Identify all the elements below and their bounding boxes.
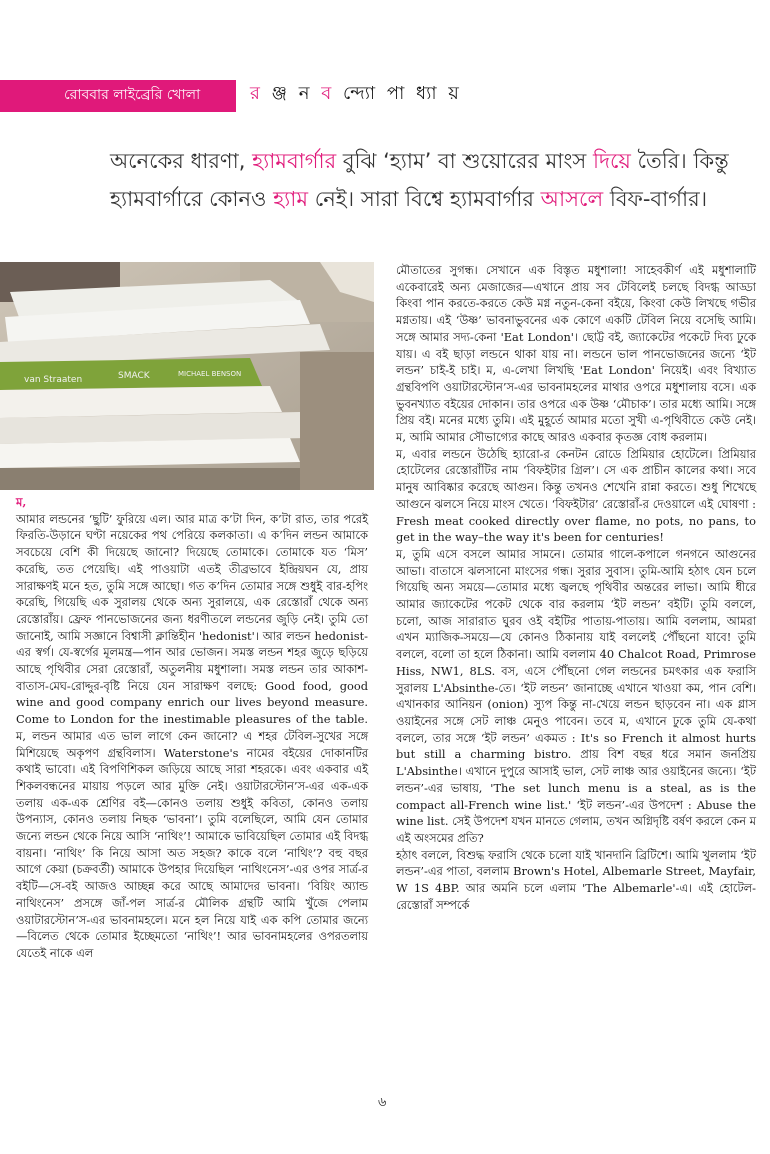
article-column-right [396, 262, 756, 913]
article-paragraph: ম, এবার লন্ডনে উঠেছি হ্যারো-র কেনটন রোডে প্রিমিয়ার হোটেলে। প্রিমিয়ার হোটেলের রেস্তোরাঁটির নাম ‘বিফইটার গ্রিল’। সে এক প্রাচীন কালের কথা। সবে মানুষ আবিষ্কার করেছে আগুন। কিন্তু তখনও শেখেনি রান্না করতে। শুধু শিখেছে আগুনে ঝলসে নিয়ে মাংস খেতে। ‘বিফইটার’ রেস্তোরাঁ-র দেওয়ালে এই ঘোষণা : Fresh meat cooked directly over flame, no pots, no pans, to get in the way–the way it's been for centuries! [396, 446, 756, 545]
book-spine-3: MICHAEL BENSON [178, 370, 242, 378]
pull-quote-text-1: অনেকের ধারণা, [110, 149, 253, 173]
section-label: রোববার লাইব্রেরি খোলা [64, 87, 201, 103]
pull-quote-text-4: নেই। সারা বিশ্বে হ্যামবার্গার [308, 187, 541, 211]
books-photo [0, 262, 374, 490]
author-first-initial: র [250, 83, 263, 104]
article-paragraph: ম, তুমি এসে বসলে আমার সামনে। তোমার গালে-কপালে গনগনে আগুনের আভা। বাতাসে ঝলসানো মাংসের গন্ধ। সুরার সুবাস। তুমি-আমি হঠাৎ যেন চলে গিয়েছি অন্য সময়ে—তোমার মধ্যে জ্বলছে পৃথিবীর অন্তরের লাভা। আমি ধীরে আমার জ্যাকেটের পকেট থেকে বার করলাম ‘ইট লন্ডন’ বইটি। তুমি বললে, চলো, আজ সারারাত ঘুরব ওই বইটির পাতায়-পাতায়। আমি বললাম, আমরা এখন ম্যাজিক-সময়ে—যে কোনও ঠিকানায় যাই বললেই পৌঁছনো যাবে! তুমি বললে, বলো তা হলে ঠিকানা। আমি বললাম 40 Chalcot Road, Primrose Hiss, NW1, 8LS. বস, এসে পৌঁছনো গেল লন্ডনের চমৎকার এক ফরাসি সুরালয় L'Absinthe-তে। ‘ইট লন্ডন’ জানাচ্ছে এখানে খাওয়া কম, পান বেশি। এখানকার আনিয়ন (onion) স্যুপ কিন্তু না-খেয়ে লন্ডন ছাড়বেন না। এক গ্লাস ওয়াইনের সঙ্গে সেট লাঞ্চ মেনুও পাবেন। তবে ম, এখানে ঢুকে তুমি যে-কথা বললে, তার সঙ্গে ‘ইট লন্ডন’ একমত : It's so French it almost hurts but still a charming bistro. প্রায় বিশ বছর ধরে সমান জনপ্রিয় L'Absinthe। এখানে দুপুরে আসাই ভাল, সেট লাঞ্চ আর ওয়াইনের জন্যে। ‘ইট লন্ডন’-এর ভাষায়, 'The set lunch menu is a steal, as is the compact all-French wine list.' ‘ইট লন্ডন’-এর উপদেশ : Abuse the wine list. সেই উপদেশ যখন মানতে গেলাম, তখন অগ্নিদৃষ্টি বর্ষণ করলে কেন ম এই অংসমের প্রতি? [396, 546, 756, 845]
author-last-rest: ন্দ্যো পা ধ্যা য় [334, 83, 462, 104]
pull-quote-highlight-2: দিয়ে [592, 149, 631, 173]
section-rule [0, 110, 236, 112]
dropcap: ম, [16, 495, 27, 509]
author-last-initial: ব [321, 83, 335, 104]
article-paragraph: আমার লন্ডনের ‘ছুটি’ ফুরিয়ে এল। আর মাত্র ক’টা দিন, ক’টা রাত, তার পরেই ফিরতি-উড়ানে ঘণ্টা নয়েকের পথ পেরিয়ে কলকাতা। এ ক’দিন লন্ডন আমাকে সবচেয়ে বেশি কী দিয়েছে জানো? দিয়েছে তোমাকে। তোমাকে যত ‘মিস’ করেছি, তত পেয়েছি। এই পাওয়াটা এতই তীব্রভাবে ইন্দ্রিয়ঘন যে, প্রায় সারাক্ষণই মনে হত, তুমি সঙ্গে আছো। গত ক’দিন তোমার সঙ্গে শুধুই বার-হপিং করেছি, গিয়েছি এক সুরালয় থেকে অন্য সুরালয়ে, এক রেস্তোরাঁ থেকে অন্য রেস্তোরাঁয়। ফ্রেফ পানভোজনের জন্য ধরণীতলে লন্ডনের জুড়ি নেই। তুমি তো জানোই, আমি সজ্ঞানে বিশ্বাসী ক্লান্তিহীন 'hedonist'। আর লন্ডন hedonist-এর স্বর্গ। যে-স্বর্গের মূলমন্ত্র—পান আর ভোজন। সমস্ত লন্ডন শহর জুড়ে ছড়িয়ে আছে পৃথিবীর সেরা রেস্তোরাঁ, অতুলনীয় মধুশালা। সমস্ত লন্ডন তার আকাশ-বাতাস-মেঘ-রোদ্দুর-বৃষ্টি নিয়ে যেন সারাক্ষণ বলছে: Good food, good wine and good company enrich our lives beyond measure. Come to London for the inestimable pleasures of the table. ম, লন্ডন আমার এত ভাল লাগে কেন জানো? এ শহর টেবিল-সুখের সঙ্গে মিশিয়েছে অকৃপণ গ্রন্থবিলাস। Waterstone's নামের বইয়ের দোকানটির কথাই ভাবো। এই বিপণিশিকল জড়িয়ে আছে সারা শহরকে। এবং একবার এই শিকলবন্ধনের মায়ায় পড়লে আর মুক্তি নেই। ওয়াটারস্টোন’স-এর এক-এক তলায় এক-এক শ্রেণির বই—কোনও তলায় শুধুই কবিতা, কোনও তলায় উপন্যাস, কোনও তলায় নিছক ‘ভাবনা’। তুমি বলেছিলে, আমি যেন তোমার জন্যে লন্ডন থেকে নিয়ে আসি ‘নাথিং’! আমাকে ভাবিয়েছিল তোমার এই বিদগ্ধ বায়না। ‘নাথিং’ কি নিয়ে আসা অত সহজ? কাকে বলে ‘নাথিং’? বহু বছর আগে কেয়া (চক্রবর্তী) আমাকে উপহার দিয়েছিল ‘নাথিংনেস’-এর ওপর সার্ত্র-র বইটি—সে-বই আজও আচ্ছন্ন করে আছে আমাদের ভাবনা। ‘বিয়িং অ্যান্ড নাথিংনেস’ প্রসঙ্গে জাঁ-পল সার্ত্র-র মৌলিক গ্রন্থটি আমি খুঁজে পেলাম ওয়াটারস্টোন’স-এর ভাবনামহলে। মনে হল নিয়ে যাই এক কপি তোমার জন্যে—বিলেত থেকে তোমার ইচ্ছেমতো ‘নাথিং’! আর ভাবনামহলের ওপরতলায় যেতেই নাকে এল [16, 511, 368, 960]
author-name [250, 82, 462, 106]
author-first-rest: ঞ্জ ন [262, 83, 322, 104]
article-paragraph: হঠাৎ বললে, বিশুদ্ধ ফরাসি থেকে চলো যাই খানদানি ব্রিটিশে। আমি খুললাম ‘ইট লন্ডন’-এর পাতা, বললাম Brown's Hotel, Albemarle Street, Mayfair, W 1S 4BP. আর অমনি চলে এলাম 'The Albemarle'-এ। এই হোটেল-রেস্তোরাঁ সম্পর্কে [396, 847, 756, 912]
pull-quote-highlight-3: হ্যাম [273, 187, 309, 211]
pull-quote-highlight-1: হ্যামবার্গার [252, 149, 337, 173]
book-spine-1: van Straaten [24, 375, 83, 385]
books-stack-illustration [0, 262, 374, 490]
article-column-left [16, 494, 368, 962]
page-number: ৬ [378, 1095, 387, 1110]
pull-quote [110, 142, 750, 218]
pull-quote-highlight-4: আসলে [540, 187, 604, 211]
pull-quote-text-5: বিফ-বার্গার। [603, 187, 708, 211]
article-paragraph: মৌতাতের সুগন্ধ। সেখানে এক বিস্তৃত মধুশালা! সাহেবকীর্ণ এই মধুশালাটি একেবারেই অন্য মেজাজের—এখানে প্রায় সব টেবিলেই চলছে বিদগ্ধ আড্ডা কিংবা পান করতে-করতে কেউ মগ্ন নতুন-কেনা বইয়ে, কিংবা কেউ লিখছে গভীর মগ্নতায়। এই ‘উষ্ণ’ ভাবনাভুবনের এক কোণে একটি টেবিল নিয়ে বসেছি আমি। সঙ্গে আমার সদ্য-কেনা 'Eat London'। ছোট্ট বই, জ্যাকেটের পকেটে দিব্য ঢুকে যায়। এ বই ছাড়া লন্ডনে থাকা যায় না। লন্ডনে ভাল পানভোজনের জন্যে ‘ইট লন্ডন’ চাই-ই চাই। ম, এ-লেখা লিখছি 'Eat London' নিয়েই। এবং বিখ্যাত গ্রন্থবিপণি ওয়াটারস্টোন’স-এর ভাবনামহলের মাথার ওপরে মধুশালায় বসে। এক ভুবনখ্যাত বইয়ের দোকান। তার ওপরে এক উষ্ণ ‘মৌচাক’। তার মধ্যে আমি। সঙ্গে প্রিয় বই। মনের মধ্যে তুমি। এই মুহূর্তে আমার মতো সুখী এ-পৃথিবীতে কেউ নেই। ম, আমি আমার সৌভাগ্যের কাছে আরও একবার কৃতজ্ঞ বোধ করলাম। [396, 263, 756, 445]
pull-quote-text-3: তৈরি। কিন্তু হ্যামবার্গারে কোনও [110, 149, 729, 211]
pull-quote-text-2: বুঝি ‘হ্যাম’ বা শুয়োরের মাংস [336, 149, 593, 173]
book-spine-2: SMACK [118, 371, 150, 381]
